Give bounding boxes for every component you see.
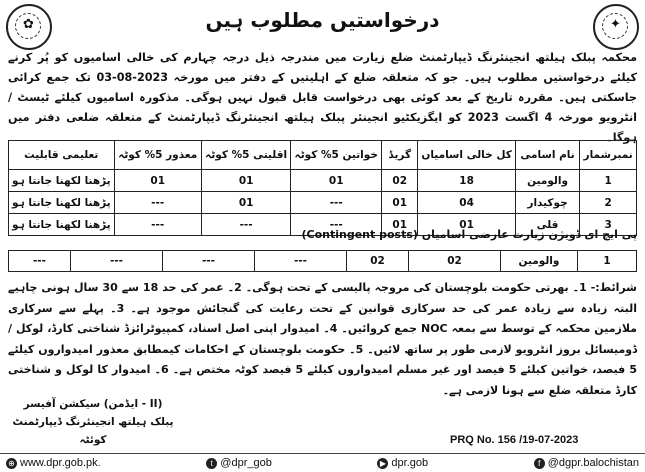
footer-bar (0, 453, 645, 472)
table-cell: --- (163, 251, 255, 272)
table-cell: 18 (418, 170, 515, 192)
footer-twitter: @dpr_gob (220, 457, 272, 469)
col-header: کل خالی اسامیاں (418, 141, 515, 170)
table-cell: 01 (201, 170, 291, 192)
table-cell: 02 (347, 251, 409, 272)
footer-item[interactable] (206, 457, 272, 469)
intro-paragraph: محکمہ پبلک ہیلتھ انجینئرنگ ڈیپارٹمنٹ ضلع زیارت میں مندرجہ ذیل درجہ چہارم کی خالی اسامیوں کو پُر کرنے کیلئے درخواستیں مطلوب ہیں۔ جو کہ متعلقہ ضلع کے اہلیتیں کے دفتر میں مورخہ 2023-08-03 تک جمع کرائی جاسکتی ہیں۔ مقررہ تاریخ کے بعد کوئی بھی درخواست قابل قبول نہیں ہوگی۔ مذکورہ اسامیوں کیلئے ٹیسٹ / انٹرویو مورخہ 4 اگست 2023 کو ایگزیکٹیو انجینئر پبلک ہیلتھ انجینئرنگ ڈیپارٹمنٹ کے متعلقہ ضلعی دفتر میں ہوگا۔ (8, 51, 638, 144)
department-logo: ✿ (6, 4, 52, 50)
table-cell: 1 (578, 251, 637, 272)
col-header: معذور 5% کوٹہ (114, 141, 201, 170)
table-cell: 2 (580, 192, 637, 214)
table-cell: --- (71, 251, 163, 272)
table-cell: پڑھنا لکھنا جانتا ہو (9, 214, 115, 236)
col-header: گریڈ (382, 141, 418, 170)
table-cell: --- (114, 192, 201, 214)
contingent-table (8, 250, 637, 272)
table-cell: 02 (409, 251, 501, 272)
table-cell: --- (201, 214, 291, 236)
table-cell: 01 (291, 170, 382, 192)
table-cell: 01 (418, 214, 515, 236)
conditions-paragraph: شرائط:- 1۔ بھرتی حکومت بلوچستان کی مروجہ پالیسی کے تحت ہوگی۔ 2۔ عمر کی حد 18 سے 30 سال ہونی چاہیے البتہ زیادہ سے زیادہ عمر کی حد سرکاری قوانین کے تحت رعایت کی گنجائش موجود ہے۔ 3۔ پہلے سے سرکاری ملازمین محکمہ کے توسط سے بمعہ NOC جمع کروائیں۔ 4۔ امیدوار اپنی اصل اسناد، کمپیوٹرائزڈ شناختی کارڈ، لوکل / ڈومیسائل بروز انٹرویو لازمی طور پر ساتھ لائیں۔ 5۔ حکومت بلوچستان کے احکامات کیمطابق معذور امیدواروں کیلئے 5 فیصد، خواتین کیلئے 5 فیصد اور غیر مسلم امیدواروں کیلئے 5 فیصد کوٹہ مختص ہے۔ 6۔ امیدوار کا لوکل و شناختی کارڈ متعلقہ ضلع سے ہونا لازمی ہے۔ (8, 281, 638, 397)
col-header: نمبرشمار (580, 141, 637, 170)
signature-block (8, 395, 178, 449)
col-header: خواتین 5% کوٹہ (291, 141, 382, 170)
twitter-icon: t (206, 458, 217, 469)
table-cell: چوکیدار (515, 192, 579, 214)
table-cell: 02 (382, 170, 418, 192)
vacancy-table (8, 140, 637, 236)
table-cell: --- (255, 251, 347, 272)
table-cell: 01 (382, 214, 418, 236)
table-header-row (9, 141, 637, 170)
footer-item[interactable] (6, 457, 101, 469)
footer-item[interactable] (377, 457, 428, 469)
table-cell: 01 (114, 170, 201, 192)
footer-website: www.dpr.gob.pk. (20, 457, 101, 469)
footer-youtube: dpr.gob (391, 457, 429, 469)
table-cell: 1 (580, 170, 637, 192)
table-cell: پڑھنا لکھنا جانتا ہو (9, 192, 115, 214)
globe-icon: ⊕ (6, 458, 17, 469)
prq-number: PRQ No. 156 /19-07-2023 (450, 434, 579, 446)
table-cell: --- (291, 214, 382, 236)
table-cell: پڑھنا لکھنا جانتا ہو (9, 170, 115, 192)
facebook-icon: f (534, 458, 545, 469)
table-row (9, 251, 637, 272)
table-cell: 3 (580, 214, 637, 236)
page-title: درخواستیں مطلوب ہیں (205, 8, 440, 32)
table-cell: والومین (501, 251, 578, 272)
signature-title: سیکشن آفیسر (ایڈمن - II) (23, 398, 163, 410)
footer-facebook: @dgpr.balochistan (547, 457, 639, 469)
signature-department: پبلک ہیلتھ انجینئرنگ ڈیپارٹمنٹ کوئٹہ (12, 416, 174, 446)
table-cell: 04 (418, 192, 515, 214)
table-cell: --- (291, 192, 382, 214)
col-header: نام اسامی (515, 141, 579, 170)
government-emblem: ✦ (593, 4, 639, 50)
table-cell: 01 (201, 192, 291, 214)
table-cell: قلی (515, 214, 579, 236)
col-header: اقلیتی 5% کوٹہ (201, 141, 291, 170)
footer-item[interactable] (534, 457, 639, 469)
table-row (9, 192, 637, 214)
table-cell: --- (9, 251, 71, 272)
table-row (9, 170, 637, 192)
col-header: تعلیمی قابلیت (9, 141, 115, 170)
table-cell: والومین (515, 170, 579, 192)
table-cell: --- (114, 214, 201, 236)
table-cell: 01 (382, 192, 418, 214)
youtube-icon: ▶ (377, 458, 388, 469)
contingent-subheading: پی ایچ ای ڈویژن زیارت عارضی اسامیاں (Contingent posts) (301, 228, 637, 241)
